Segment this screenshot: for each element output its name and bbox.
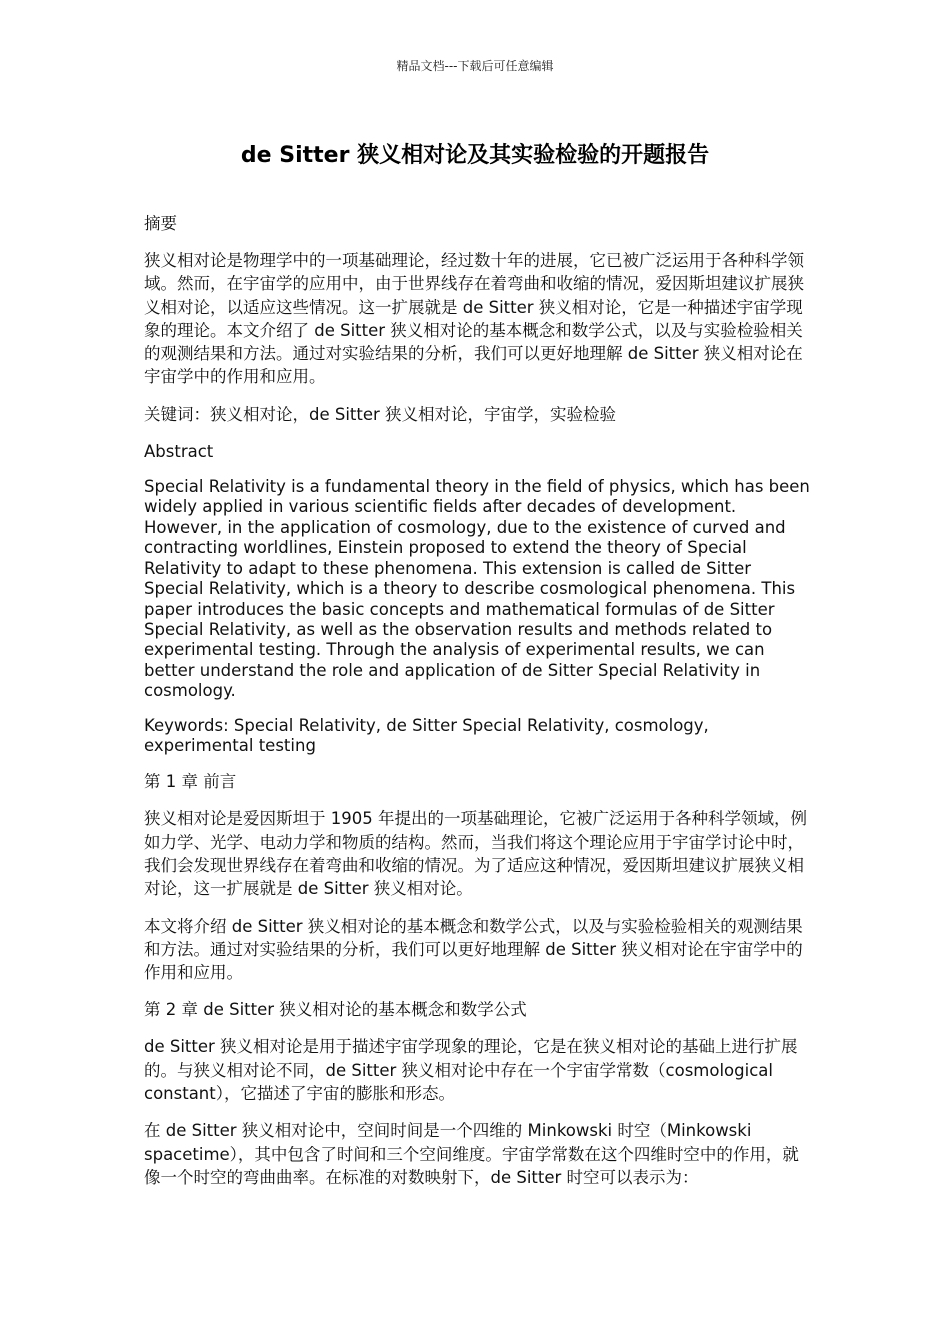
chapter2-paragraph-2: 在 de Sitter 狭义相对论中，空间时间是一个四维的 Minkowski 时空（Minkowski spacetime），其中包含了时间和三个空间维度。宇宙学常数在这个四维时空中的作用，就像一个时空的弯曲曲率。在标准的对数映射下，de Sitter 时空可以表示为： [144, 1121, 799, 1187]
header-note: 精品文档---下载后可任意编辑 [396, 59, 554, 73]
abstract-cn-heading: 摘要 [144, 214, 177, 233]
keywords-cn: 关键词：狭义相对论，de Sitter 狭义相对论，宇宙学，实验检验 [144, 404, 617, 424]
chapter2-heading: 第 2 章 de Sitter 狭义相对论的基本概念和数学公式 [144, 1000, 527, 1020]
abstract-cn-body: 狭义相对论是物理学中的一项基础理论，经过数十年的进展，它已被广泛运用于各种科学领域。然而，在宇宙学的应用中，由于世界线存在着弯曲和收缩的情况，爱因斯坦建议扩展狭义相对论，以适应这些情况。这一扩展就是 de Sitter 狭义相对论，它是一种描述宇宙学现象的理论。本文介绍了 de Sitter 狭义相对论的基本概念和数学公式，以及与实验检验相关的观测结果和方法。通过对实验结果的分析，我们可以更好地理解 de Sitter 狭义相对论在宇宙学中的作用和应用。 [144, 251, 804, 387]
chapter1-heading: 第 1 章 前言 [144, 772, 237, 792]
chapter1-paragraph-1: 狭义相对论是爱因斯坦于 1905 年提出的一项基础理论，它被广泛运用于各种科学领域，例如力学、光学、电动力学和物质的结构。然而，当我们将这个理论应用于宇宙学讨论中时，我们会发现世界线存在着弯曲和收缩的情况。为了适应这种情况，爱因斯坦建议扩展狭义相对论，这一扩展就是 de Sitter 狭义相对论。 [144, 809, 807, 899]
document-title: de Sitter 狭义相对论及其实验检验的开题报告 [240, 143, 710, 168]
keywords-en: Keywords: Special Relativity, de Sitter Special Relativity, cosmology, experimental testing [144, 715, 709, 755]
abstract-en-body: Special Relativity is a fundamental theory in the field of physics, which has been widely applied in various scientific fields after decades of development. However, in the application of cosmology, due to the existence of curved and contracting worldlines, Einstein proposed to extend the theory of Special Relativity to adapt to these phenomena. This extension is called de Sitter Special Relativity, which is a theory to describe cosmological phenomena. This paper introduces the basic concepts and mathematical formulas of de Sitter Special Relativity, as well as the observation results and methods related to experimental testing. Through the analysis of experimental results, we can better understand the role and application of de Sitter Special Relativity in cosmology. [144, 477, 810, 701]
document-body [144, 210, 812, 1203]
chapter2-paragraph-1: de Sitter 狭义相对论是用于描述宇宙学现象的理论，它是在狭义相对论的基础上进行扩展的。与狭义相对论不同，de Sitter 狭义相对论中存在一个宇宙学常数（cosmological constant），它描述了宇宙的膨胀和形态。 [144, 1037, 798, 1104]
chapter1-paragraph-2: 本文将介绍 de Sitter 狭义相对论的基本概念和数学公式，以及与实验检验相关的观测结果和方法。通过对实验结果的分析，我们可以更好地理解 de Sitter 狭义相对论在宇宙学中的作用和应用。 [144, 916, 803, 983]
abstract-en-heading: Abstract [144, 442, 214, 462]
